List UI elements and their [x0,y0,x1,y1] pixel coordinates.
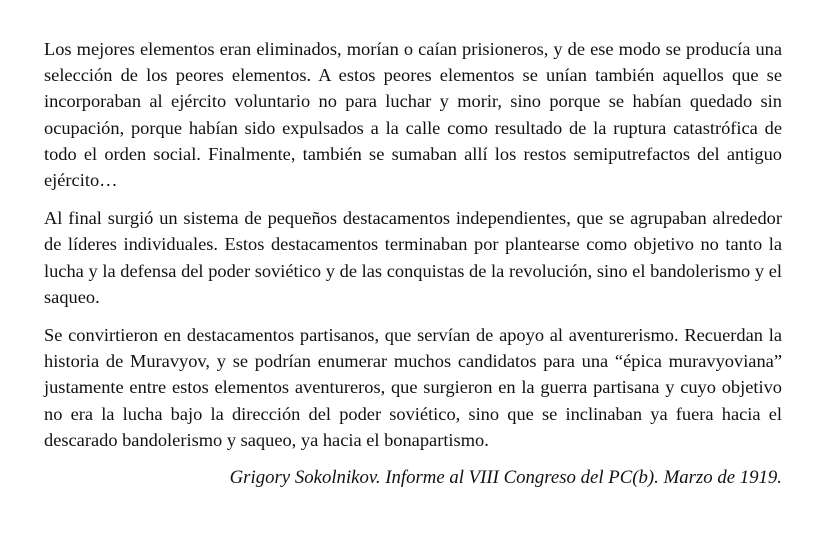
attribution: Grigory Sokolnikov. Informe al VIII Congreso del PC(b). Marzo de 1919. [229,467,782,489]
paragraph-2: Al final surgió un sistema de pequeños destacamentos independientes, que se agrupaban alrededor de líderes individuales. Estos destacamentos terminaban por plantearse como objetivo no tanto la lucha y la defensa del poder soviético y de las conquistas de la revolución, sino el bandolerismo y el saqueo. [44,208,782,307]
document-page [44,36,782,491]
paragraph-3: Se convirtieron en destacamentos partisanos, que servían de apoyo al aventurerismo. Recuerdan la historia de Muravyov, y se podrían enumerar muchos candidatos para una “épica muravyoviana” justamente entre estos elementos aventureros, que surgieron en la guerra partisana y cuyo objetivo no era la lucha bajo la dirección del poder soviético, sino que se inclinaban ya fuera hacia el descarado bandolerismo y saqueo, ya hacia el bonapartismo. [44,325,782,450]
paragraph-1: Los mejores elementos eran eliminados, morían o caían prisioneros, y de ese modo se producía una selección de los peores elementos. A estos peores elementos se unían también aquellos que se incorporaban al ejército voluntario no para luchar y morir, sino porque se habían quedado sin ocupación, porque habían sido expulsados a la calle como resultado de la ruptura catastrófica de todo el orden social. Finalmente, también se sumaban allí los restos semiputrefactos del antiguo ejército… [44,39,782,191]
